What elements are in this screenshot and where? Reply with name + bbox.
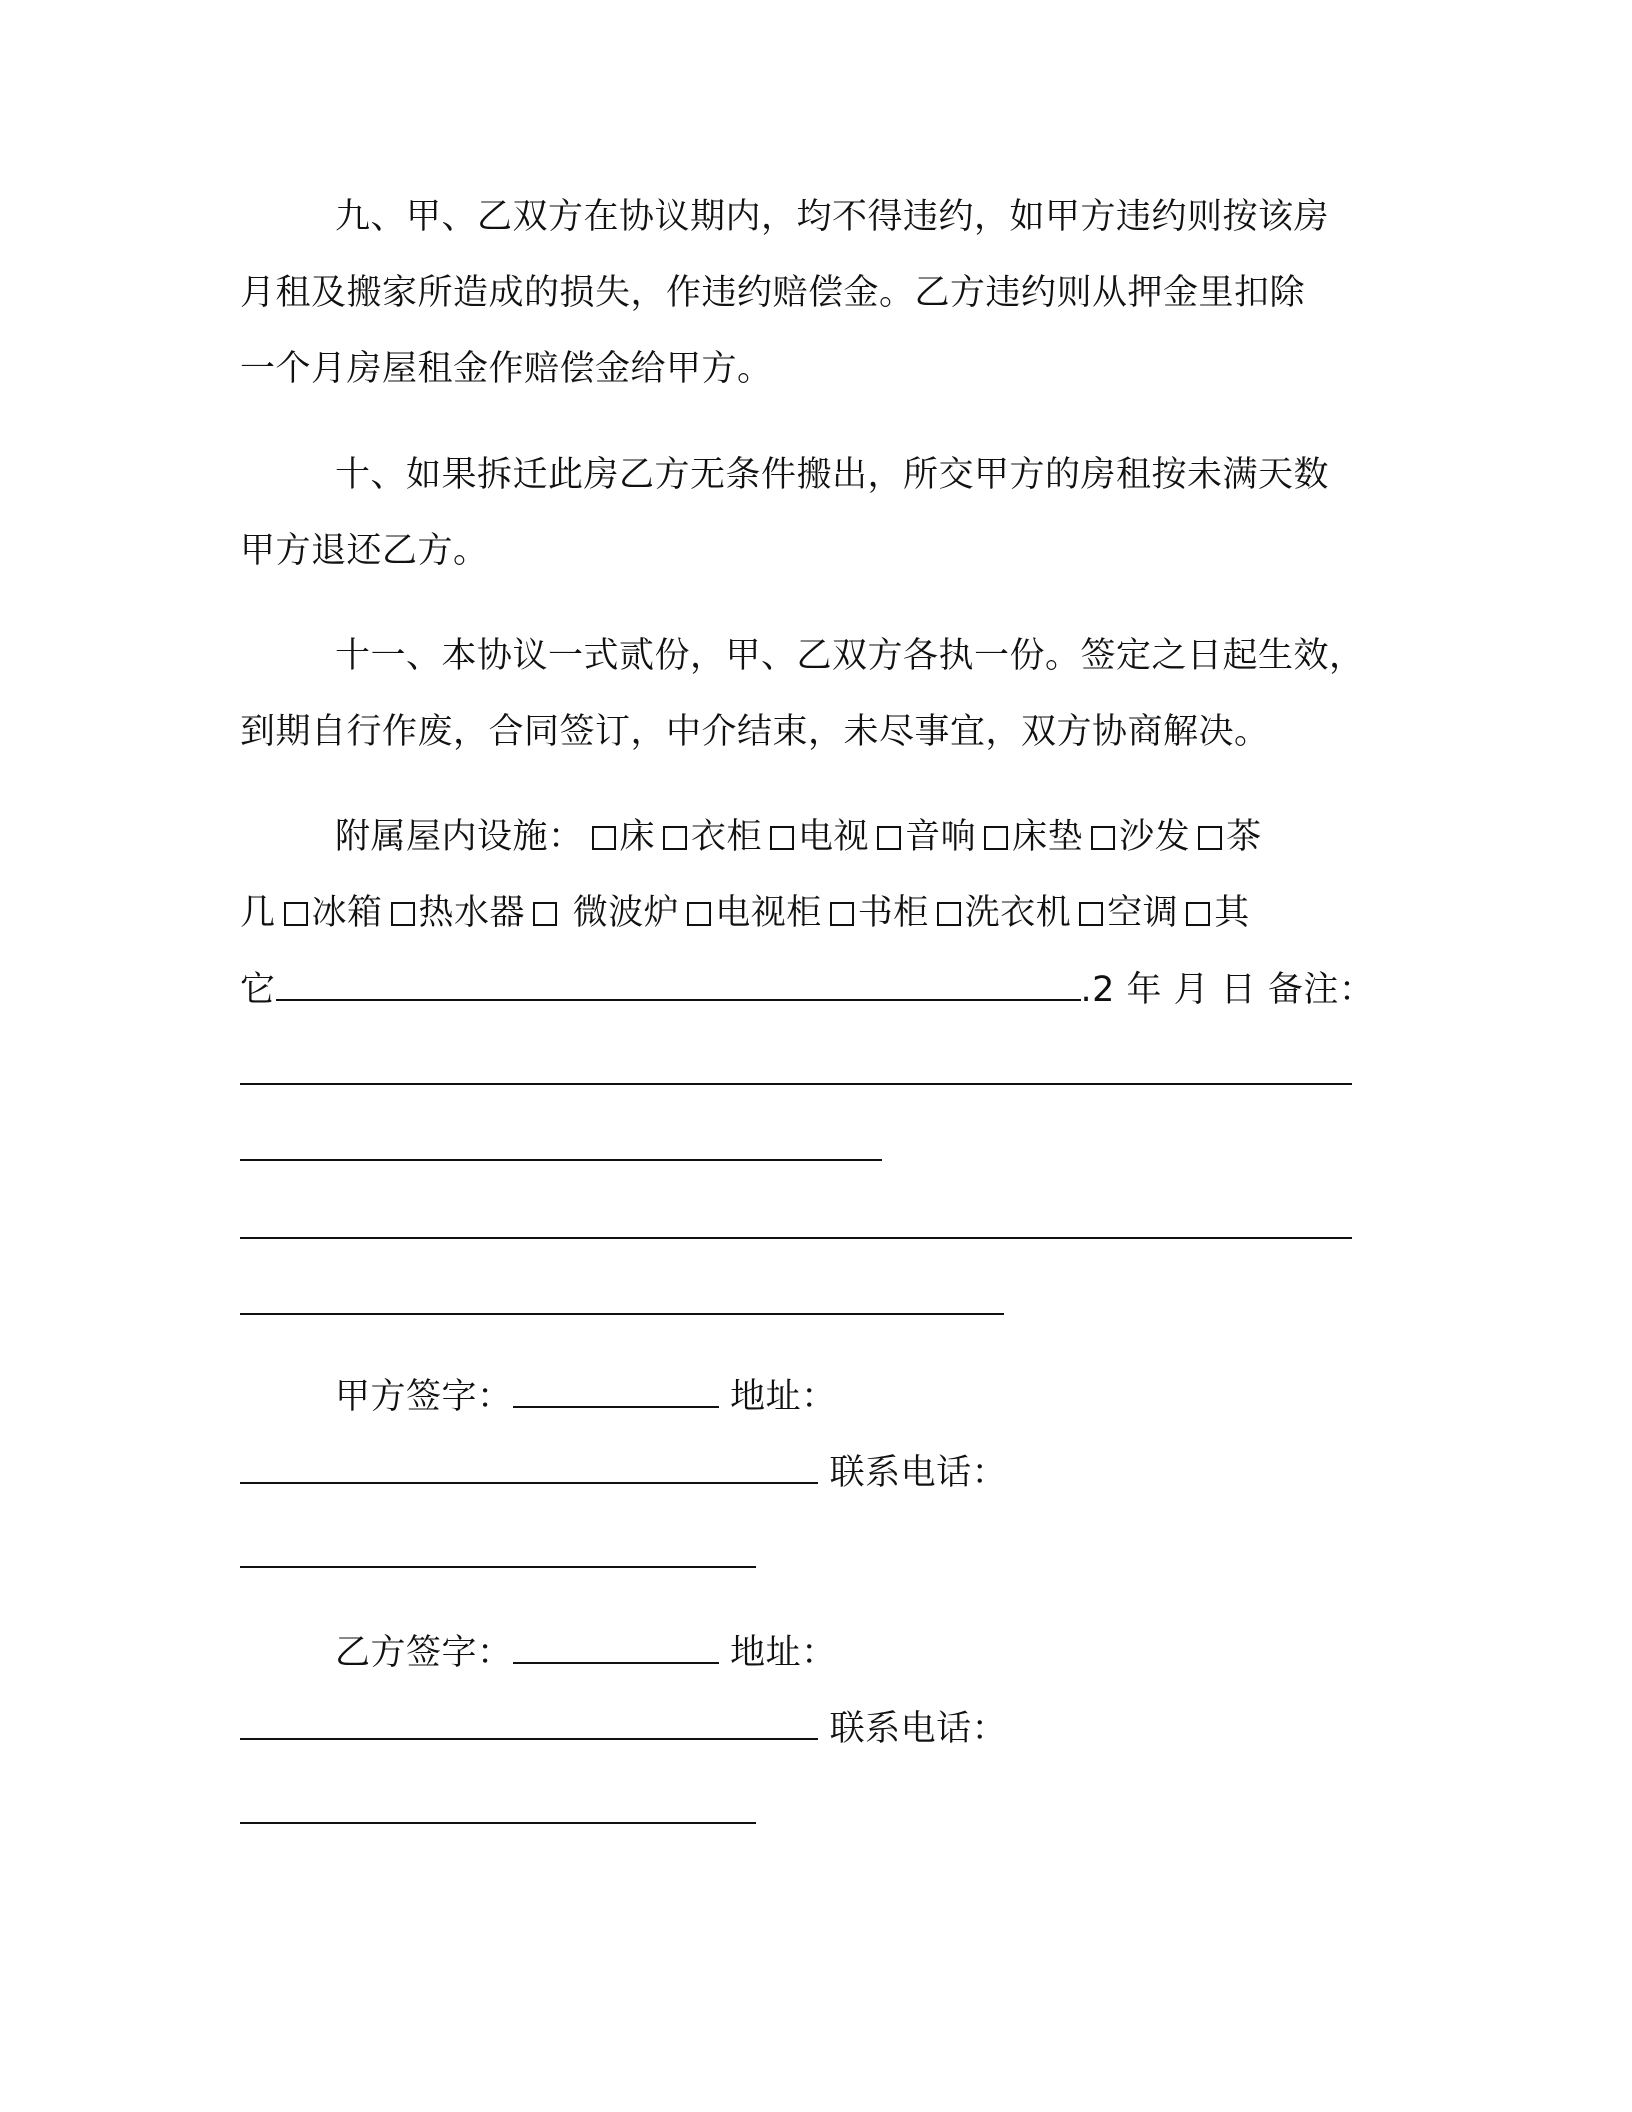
facility-label-wardrobe: 衣柜 (691, 817, 763, 857)
facilities-line-1 (335, 813, 1262, 861)
party-a-phone-label: 联系电话： (829, 1453, 1008, 1493)
facility-label-ac: 空调 (1107, 893, 1179, 933)
remarks-line-3[interactable] (240, 1237, 1352, 1239)
clause-ten-line-1: 十、如果拆迁此房乙方无条件搬出，所交甲方的房租按未满天数 (335, 455, 1330, 495)
party-a-address-label: 地址： (730, 1377, 837, 1417)
facility-label-microwave: 微波炉 (572, 893, 680, 933)
facility-checkbox-fridge[interactable] (284, 902, 308, 926)
party-a-address-line (240, 1448, 1007, 1497)
facility-checkbox-mattress[interactable] (984, 826, 1008, 850)
party-b-address-label: 地址： (730, 1633, 837, 1673)
facility-label-tea-table-part2: 几 (240, 893, 276, 933)
facility-label-mattress: 床垫 (1012, 817, 1084, 857)
party-b-address-line (240, 1704, 1007, 1753)
facility-label-washer: 洗衣机 (964, 893, 1072, 933)
facility-label-sofa: 沙发 (1119, 817, 1191, 857)
party-a-address-field[interactable] (240, 1448, 818, 1484)
facility-checkbox-wardrobe[interactable] (663, 826, 687, 850)
facility-checkbox-tv[interactable] (770, 826, 794, 850)
facility-checkbox-bookcase[interactable] (830, 902, 854, 926)
party-a-signature-field[interactable] (513, 1372, 719, 1408)
facility-checkbox-sofa[interactable] (1091, 826, 1115, 850)
party-a-sign-label: 甲方签字： (335, 1377, 513, 1417)
facility-checkbox-tea-table[interactable] (1198, 826, 1222, 850)
facility-label-other-part1: 其 (1214, 893, 1250, 933)
facility-checkbox-bed[interactable] (592, 826, 616, 850)
clause-nine-line-1: 九、甲、乙双方在协议期内，均不得违约，如甲方违约则按该房 (335, 197, 1330, 237)
facility-checkbox-water-heater[interactable] (391, 902, 415, 926)
facility-label-tv-cabinet: 电视柜 (715, 893, 822, 933)
facility-label-bed: 床 (619, 817, 656, 857)
facility-checkbox-washer[interactable] (937, 902, 961, 926)
party-a-phone-field[interactable] (240, 1566, 756, 1568)
remarks-line-2[interactable] (240, 1159, 882, 1161)
facility-checkbox-other[interactable] (1186, 902, 1210, 926)
facilities-label: 附属屋内设施： (335, 817, 584, 857)
clause-nine-line-2: 月租及搬家所造成的损失，作违约赔偿金。乙方违约则从押金里扣除 (240, 273, 1306, 313)
facilities-line-3 (240, 965, 1374, 1014)
facility-checkbox-speaker[interactable] (877, 826, 901, 850)
facility-checkbox-tv-cabinet[interactable] (687, 902, 711, 926)
facility-label-bookcase: 书柜 (857, 893, 929, 933)
clause-eleven-line-2: 到期自行作废，合同签订，中介结束，未尽事宜，双方协商解决。 (240, 712, 1270, 752)
party-a-sign-line (335, 1372, 837, 1421)
clause-nine-line-3: 一个月房屋租金作赔偿金给甲方。 (240, 349, 773, 389)
clause-ten-line-2: 甲方退还乙方。 (240, 531, 489, 571)
party-b-phone-field[interactable] (240, 1822, 756, 1824)
party-b-sign-label: 乙方签字： (335, 1633, 513, 1673)
party-b-signature-field[interactable] (513, 1628, 719, 1664)
date-remarks-label: .2 年 月 日 备注： (1080, 970, 1375, 1010)
party-b-sign-line (335, 1628, 837, 1677)
party-b-address-field[interactable] (240, 1704, 818, 1740)
remarks-line-1[interactable] (240, 1083, 1352, 1085)
clause-eleven-line-1: 十一、本协议一式贰份，甲、乙双方各执一份。签定之日起生效， (335, 636, 1365, 676)
facility-label-fridge: 冰箱 (311, 893, 383, 933)
facility-checkbox-microwave[interactable] (533, 902, 557, 926)
facility-label-tv: 电视 (798, 817, 870, 857)
facility-label-speaker: 音响 (905, 817, 977, 857)
facilities-line-2 (240, 889, 1250, 937)
party-b-phone-label: 联系电话： (829, 1709, 1008, 1749)
facility-label-other-part2: 它 (240, 970, 276, 1010)
remarks-line-4[interactable] (240, 1313, 1004, 1315)
other-facilities-field[interactable] (276, 965, 1081, 1001)
facility-label-water-heater: 热水器 (418, 893, 526, 933)
facility-checkbox-ac[interactable] (1079, 902, 1103, 926)
facility-label-tea-table-part1: 茶 (1226, 817, 1262, 857)
